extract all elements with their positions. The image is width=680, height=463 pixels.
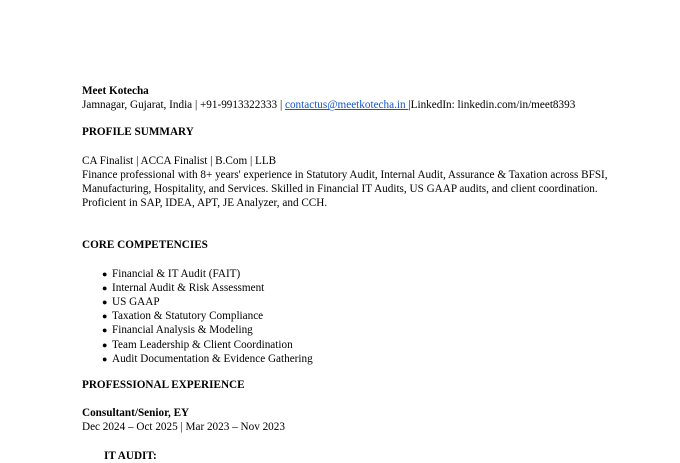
bullet-icon: ●: [102, 297, 108, 308]
credentials-line: CA Finalist | ACCA Finalist | B.Com | LLB: [82, 154, 277, 167]
contact-separator: |: [192, 99, 200, 112]
bullet-icon: ●: [102, 339, 108, 350]
list-item-label: Audit Documentation & Evidence Gathering: [112, 352, 313, 365]
resume-page: [82, 84, 642, 463]
contact-separator: |: [277, 99, 285, 112]
contact-phone: +91-9913322333: [199, 99, 278, 112]
contact-location: Jamnagar, Gujarat, India: [82, 99, 193, 112]
list-item: [102, 338, 642, 352]
role-title: Consultant/Senior, EY: [82, 407, 190, 420]
candidate-name: Meet Kotecha: [82, 85, 149, 97]
list-item: [102, 295, 642, 309]
list-item: [102, 267, 642, 281]
list-item-label: Team Leadership & Client Coordination: [112, 338, 293, 351]
list-item: [102, 352, 642, 366]
list-item-label: US GAAP: [112, 296, 160, 309]
professional-experience-heading: PROFESSIONAL EXPERIENCE: [82, 379, 245, 392]
contact-email-link[interactable]: contactus@meetkotecha.in: [285, 99, 409, 112]
contact-pipe: |: [408, 99, 411, 112]
bullet-icon: ●: [102, 282, 108, 293]
role-sub-heading: IT AUDIT:: [104, 449, 157, 462]
list-item-label: Taxation & Statutory Compliance: [112, 310, 264, 323]
list-item: [102, 309, 642, 323]
bullet-icon: ●: [102, 311, 108, 322]
core-competencies-heading: CORE COMPETENCIES: [82, 239, 208, 252]
bullet-icon: ●: [102, 353, 108, 364]
contact-linkedin: LinkedIn: linkedin.com/in/meet8393: [410, 99, 576, 112]
contact-line: [82, 98, 642, 112]
competencies-list: [82, 267, 642, 366]
role-dates: Dec 2024 – Oct 2025 | Mar 2023 – Nov 2023: [82, 421, 285, 434]
bullet-icon: ●: [102, 268, 108, 279]
list-item-label: Financial Analysis & Modeling: [112, 324, 253, 337]
list-item: [102, 281, 642, 295]
profile-summary-heading: PROFILE SUMMARY: [82, 126, 194, 139]
list-item-label: Financial & IT Audit (FAIT): [112, 267, 241, 280]
list-item-label: Internal Audit & Risk Assessment: [112, 281, 265, 294]
list-item: [102, 323, 642, 337]
profile-summary: [82, 154, 642, 211]
bullet-icon: ●: [102, 325, 108, 336]
summary-paragraph: Finance professional with 8+ years' experience in Statutory Audit, Internal Audit, Assurance & Taxation across BFSI, Manufacturing, Hospitality, and Services. Skilled in Financial IT Audits, US GAAP audits, and client coordination. Proficient in SAP, IDEA, APT, JE Analyzer, and CCH.: [82, 168, 608, 210]
